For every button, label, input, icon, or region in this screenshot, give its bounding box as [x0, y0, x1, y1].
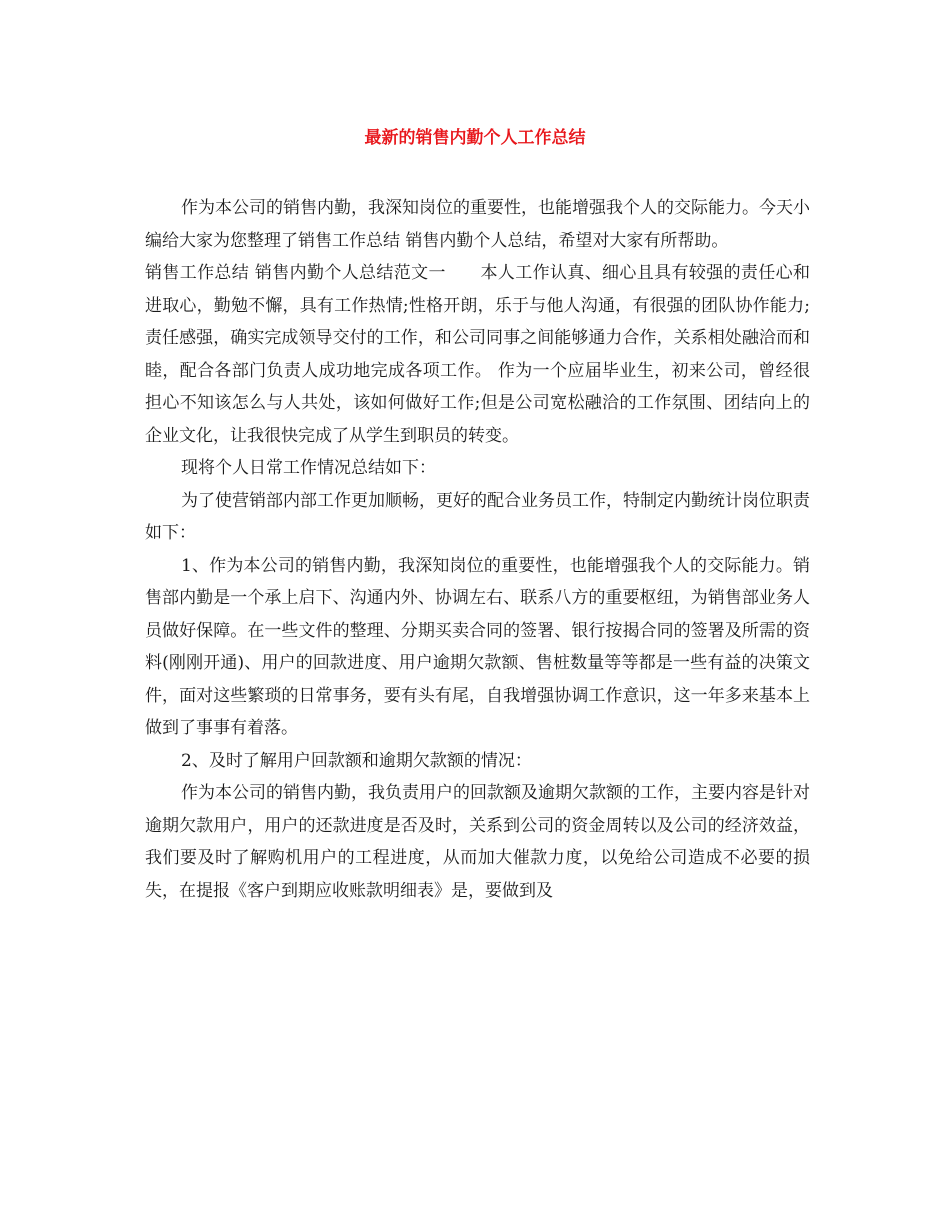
- paragraph-intro: 作为本公司的销售内勤，我深知岗位的重要性，也能增强我个人的交际能力。今天小编给大家为您整理了销售工作总结 销售内勤个人总结，希望对大家有所帮助。: [145, 198, 810, 251]
- paragraph-duties-lead: 为了使营销部内部工作更加顺畅，更好的配合业务员工作，特制定内勤统计岗位职责如下：: [145, 490, 810, 543]
- paragraph-duty-two-body: 作为本公司的销售内勤，我负责用户的回款额及逾期欠款额的工作，主要内容是针对逾期欠款用户，用户的还款进度是否及时，关系到公司的资金周转以及公司的经济效益，我们要及时了解购机用户的工程进度，从而加大催款力度，以免给公司造成不必要的损失，在提报《客户到期应收账款明细表》是，要做到及: [145, 783, 810, 901]
- document-title: 最新的销售内勤个人工作总结: [364, 128, 586, 148]
- paragraph-summary-lead: 现将个人日常工作情况总结如下：: [181, 458, 436, 478]
- document-body: [145, 192, 810, 907]
- paragraph-duty-one: 1、作为本公司的销售内勤，我深知岗位的重要性，也能增强我个人的交际能力。销售部内勤是一个承上启下、沟通内外、协调左右、联系八方的重要枢纽，为销售部业务人员做好保障。在一些文件的整理、分期买卖合同的签署、银行按揭合同的签署及所需的资料(刚刚开通)、用户的回款进度、用户逾期欠款额、售桩数量等等都是一些有益的决策文件，面对这些繁琐的日常事务，要有头有尾，自我增强协调工作意识，这一年多来基本上做到了事事有着落。: [145, 555, 810, 738]
- paragraph-sample-one: 销售工作总结 销售内勤个人总结范文一 本人工作认真、细心且具有较强的责任心和进取心，勤勉不懈，具有工作热情;性格开朗，乐于与他人沟通，有很强的团队协作能力;责任感强，确实完成领导交付的工作，和公司同事之间能够通力合作，关系相处融洽而和睦，配合各部门负责人成功地完成各项工作。 作为一个应届毕业生，初来公司，曾经很担心不知该怎么与人共处，该如何做好工作;但是公司宽松融洽的工作氛围、团结向上的企业文化，让我很快完成了从学生到职员的转变。: [145, 263, 810, 446]
- paragraph-duty-two-heading: 2、及时了解用户回款额和逾期欠款额的情况：: [181, 750, 532, 771]
